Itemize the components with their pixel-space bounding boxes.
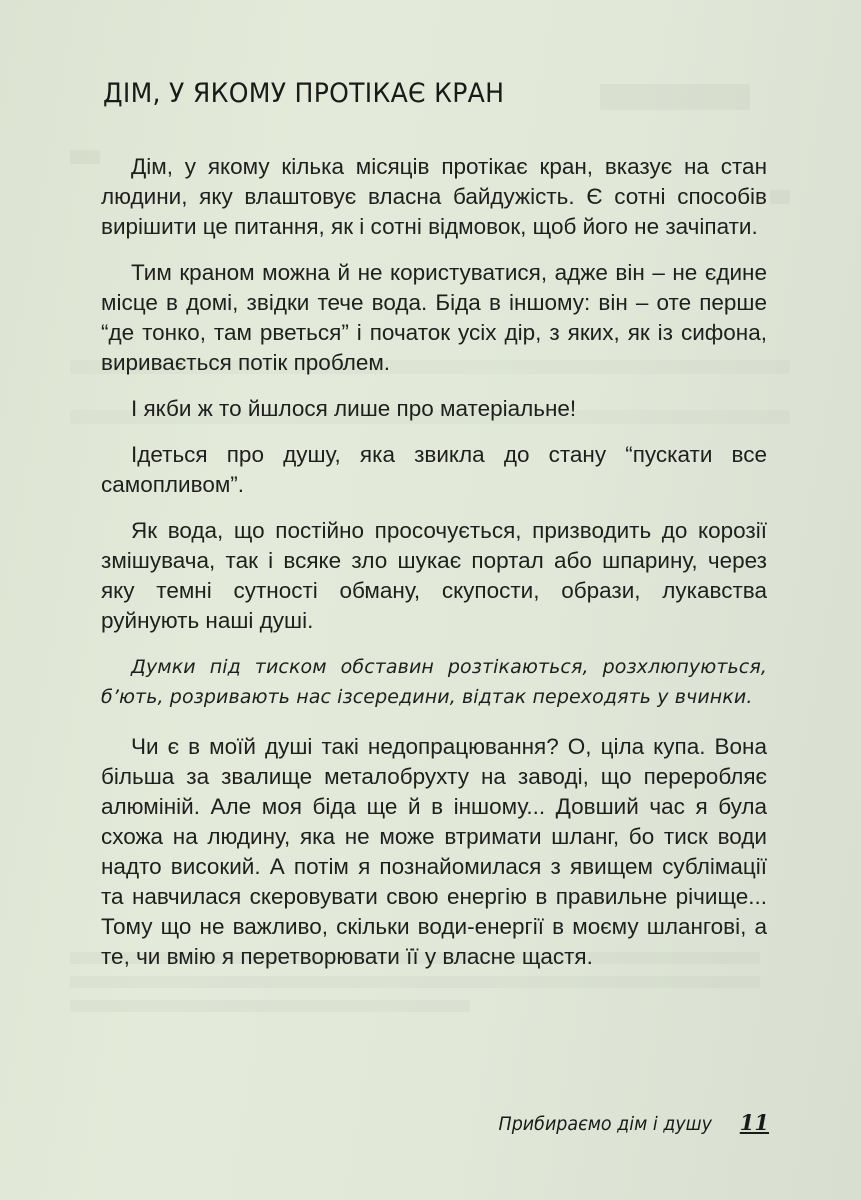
paragraph: Чи є в моїй душі такі недопрацювання? О, ціла купа. Вона більша за звалище металобрухту на заводі, що переробляє алюміній. Але моя біда ще й в іншому... Довший час я була схожа на людину, яка не може втримати шланг, бо тиск води надто високий. А потім я познайомилася з явищем сублімації та навчилася скеровувати свою енергію в правильне річище... Тому що не важливо, скільки води-енергії в моєму шлангові, а те, чи вмію я перетворювати її у власне щастя. xyxy=(101,734,767,969)
paragraph: Тим краном можна й не користуватися, адже він – не єдине місце в домі, звідки тече вода. Біда в іншому: він – оте перше “де тонко, там рветься” і початок усіх дір, з яких, як із сифона, виривається потік проблем. xyxy=(101,260,767,375)
chapter-body xyxy=(101,152,767,988)
chapter-title: ДІМ, У ЯКОМУ ПРОТІКАЄ КРАН xyxy=(103,78,505,109)
paragraph: Як вода, що постійно просочується, призводить до корозії змішувача, так і всяке зло шукає портал або шпарину, через яку темні сутності обману, скупости, образи, лукавства руйнують наші душі. xyxy=(101,518,767,633)
show-through-text xyxy=(770,190,790,204)
paragraph: І якби ж то йшлося лише про матеріальне! xyxy=(131,396,577,421)
page-number: 11 xyxy=(739,1110,769,1135)
show-through-text xyxy=(600,84,750,110)
running-title: Прибираємо дім і душу xyxy=(498,1113,712,1135)
paragraph: Ідеться про душу, яка звикла до стану “пускати все самопливом”. xyxy=(101,442,767,497)
paragraph: Дім, у якому кілька місяців протікає кран, вказує на стан людини, яку влаштовує власна байдужість. Є сотні способів вирішити це питання, як і сотні відмовок, щоб його не зачіпати. xyxy=(101,154,767,239)
show-through-text xyxy=(70,1000,470,1012)
show-through-text xyxy=(70,150,100,164)
page-footer xyxy=(480,1110,769,1135)
italic-quote-paragraph: Думки під тиском обставин розтікаються, розхлюпуються, б’ють, розривають нас ізсередини, відтак переходять у вчинки. xyxy=(101,656,767,708)
